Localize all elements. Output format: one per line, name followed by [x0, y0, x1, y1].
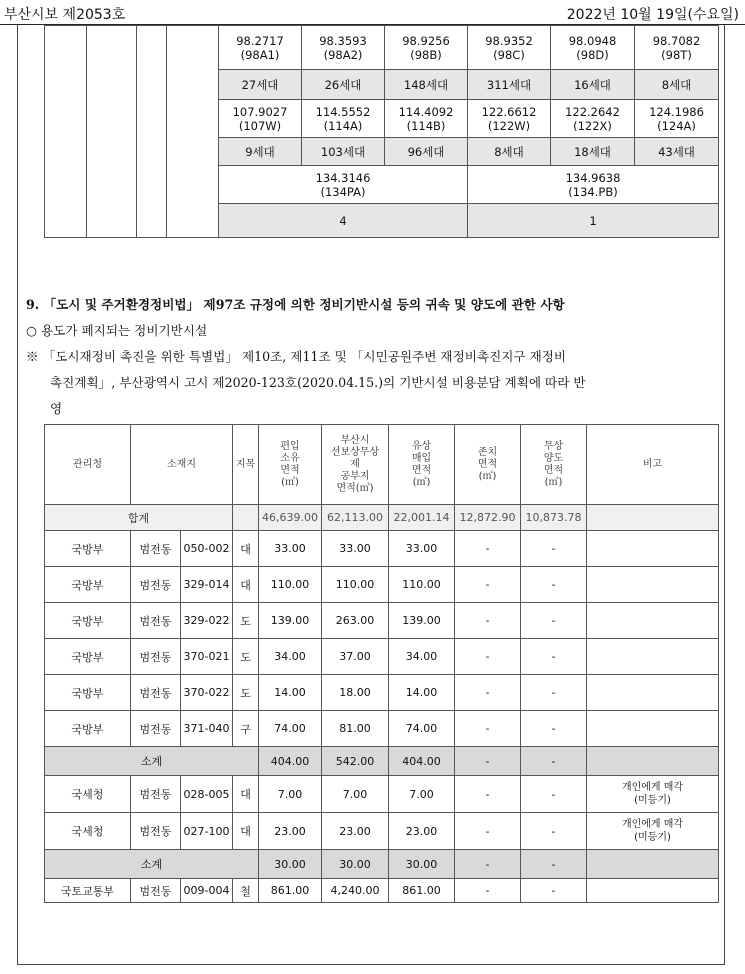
row-keep-area: - — [455, 711, 521, 747]
total-free: 10,873.78 — [521, 505, 587, 531]
row-lot-number: 370-022 — [181, 675, 233, 711]
row-included-area: 861.00 — [259, 879, 322, 903]
subtotal-label: 소계 — [45, 747, 259, 776]
blank-cell — [587, 747, 719, 776]
blank-cell — [167, 26, 219, 238]
household-count: 4 — [219, 204, 468, 238]
unit-area-cell: 98.0948 (98D) — [551, 26, 635, 70]
row-busan-area: 33.00 — [322, 531, 389, 567]
row-lot-number: 329-014 — [181, 567, 233, 603]
subtotal-busan: 30.00 — [322, 850, 389, 879]
col-free-area: 무상 양도 면적 (㎡) — [521, 425, 587, 505]
col-agency: 관리청 — [45, 425, 131, 505]
household-count: 27세대 — [219, 70, 302, 100]
table-row — [45, 879, 719, 903]
total-paid: 22,001.14 — [389, 505, 455, 531]
row-paid-area: 23.00 — [389, 813, 455, 850]
row-dong: 범전동 — [131, 567, 181, 603]
row-land-category: 도 — [233, 639, 259, 675]
row-remarks — [587, 879, 719, 903]
row-paid-area: 110.00 — [389, 567, 455, 603]
facility-table — [44, 424, 719, 903]
section-title: 9. 「도시 및 주거환경정비법」 제97조 규정에 의한 정비기반시설 등의 귀속 및 양도에 관한 사항 — [26, 297, 565, 312]
row-included-area: 34.00 — [259, 639, 322, 675]
unit-area-table — [44, 25, 719, 238]
unit-area-cell: 114.5552 (114A) — [302, 100, 385, 138]
row-dong: 범전동 — [131, 639, 181, 675]
total-label: 합계 — [45, 505, 233, 531]
gazette-date: 2022년 10월 19일(수요일) — [566, 7, 739, 23]
household-count: 26세대 — [302, 70, 385, 100]
table-row — [45, 776, 719, 813]
total-included: 46,639.00 — [259, 505, 322, 531]
row-lot-number: 009-004 — [181, 879, 233, 903]
row-free-area: - — [521, 603, 587, 639]
subtotal-paid: 30.00 — [389, 850, 455, 879]
unit-area-cell: 98.3593 (98A2) — [302, 26, 385, 70]
row-paid-area: 139.00 — [389, 603, 455, 639]
row-lot-number: 028-005 — [181, 776, 233, 813]
blank-cell — [87, 26, 137, 238]
row-dong: 범전동 — [131, 813, 181, 850]
row-paid-area: 33.00 — [389, 531, 455, 567]
household-count: 43세대 — [635, 138, 719, 166]
unit-area-cell: 98.9352 (98C) — [468, 26, 551, 70]
subtotal-free: - — [521, 850, 587, 879]
row-agency: 국방부 — [45, 675, 131, 711]
row-keep-area: - — [455, 603, 521, 639]
table-row — [45, 567, 719, 603]
row-lot-number: 050-002 — [181, 531, 233, 567]
row-agency: 국토교통부 — [45, 879, 131, 903]
row-agency: 국방부 — [45, 711, 131, 747]
subtotal-busan: 542.00 — [322, 747, 389, 776]
row-remarks — [587, 639, 719, 675]
total-busan: 62,113.00 — [322, 505, 389, 531]
unit-area-cell: 114.4092 (114B) — [385, 100, 468, 138]
table-row — [45, 603, 719, 639]
subtotal-keep: - — [455, 850, 521, 879]
table-row — [45, 813, 719, 850]
subtotal-keep: - — [455, 747, 521, 776]
row-keep-area: - — [455, 531, 521, 567]
row-busan-area: 7.00 — [322, 776, 389, 813]
unit-area-cell: 107.9027 (107W) — [219, 100, 302, 138]
row-included-area: 14.00 — [259, 675, 322, 711]
row-included-area: 7.00 — [259, 776, 322, 813]
row-keep-area: - — [455, 879, 521, 903]
row-busan-area: 23.00 — [322, 813, 389, 850]
row-free-area: - — [521, 711, 587, 747]
section-note-line2: 촉진계획」, 부산광역시 고시 제2020-123호(2020.04.15.)의 기반시설 비용분담 계획에 따라 반 — [50, 375, 586, 390]
blank-cell — [587, 505, 719, 531]
unit-area-cell: 122.2642 (122X) — [551, 100, 635, 138]
total-row — [45, 505, 719, 531]
section-note-line3: 영 — [50, 401, 63, 416]
household-count: 311세대 — [468, 70, 551, 100]
row-included-area: 33.00 — [259, 531, 322, 567]
row-land-category: 철 — [233, 879, 259, 903]
unit-area-cell: 124.1986 (124A) — [635, 100, 719, 138]
row-keep-area: - — [455, 567, 521, 603]
row-paid-area: 7.00 — [389, 776, 455, 813]
row-free-area: - — [521, 567, 587, 603]
row-included-area: 74.00 — [259, 711, 322, 747]
subtotal-free: - — [521, 747, 587, 776]
household-count: 1 — [468, 204, 719, 238]
subtotal-included: 404.00 — [259, 747, 322, 776]
row-busan-area: 4,240.00 — [322, 879, 389, 903]
row-land-category: 대 — [233, 776, 259, 813]
blank-cell — [137, 26, 167, 238]
row-paid-area: 34.00 — [389, 639, 455, 675]
unit-area-cell: 98.7082 (98T) — [635, 26, 719, 70]
section-note-line1: ※ 「도시재정비 촉진을 위한 특별법」 제10조, 제11조 및 「시민공원주변 재정비촉진지구 재정비 — [26, 349, 567, 364]
row-free-area: - — [521, 776, 587, 813]
row-dong: 범전동 — [131, 603, 181, 639]
row-included-area: 23.00 — [259, 813, 322, 850]
household-count: 9세대 — [219, 138, 302, 166]
row-land-category: 도 — [233, 675, 259, 711]
row-busan-area: 81.00 — [322, 711, 389, 747]
gazette-issue: 부산시보 제2053호 — [4, 7, 126, 23]
header-row — [45, 425, 719, 505]
subtotal-paid: 404.00 — [389, 747, 455, 776]
row-free-area: - — [521, 813, 587, 850]
row-lot-number: 370-021 — [181, 639, 233, 675]
household-count: 148세대 — [385, 70, 468, 100]
table-row — [45, 639, 719, 675]
row-agency: 국방부 — [45, 603, 131, 639]
row-land-category: 구 — [233, 711, 259, 747]
household-count: 18세대 — [551, 138, 635, 166]
row-free-area: - — [521, 675, 587, 711]
row-agency: 국방부 — [45, 639, 131, 675]
row-land-category: 대 — [233, 813, 259, 850]
row-busan-area: 18.00 — [322, 675, 389, 711]
row-remarks — [587, 675, 719, 711]
row-dong: 범전동 — [131, 711, 181, 747]
row-remarks: 개인에게 매각 (미등기) — [587, 813, 719, 850]
table-row — [45, 711, 719, 747]
unit-area-cell: 122.6612 (122W) — [468, 100, 551, 138]
blank-cell — [587, 850, 719, 879]
row-agency: 국방부 — [45, 567, 131, 603]
row-lot-number: 027-100 — [181, 813, 233, 850]
row-dong: 범전동 — [131, 531, 181, 567]
row-lot-number: 329-022 — [181, 603, 233, 639]
row-dong: 범전동 — [131, 675, 181, 711]
subtotal-included: 30.00 — [259, 850, 322, 879]
col-remarks: 비고 — [587, 425, 719, 505]
household-count: 103세대 — [302, 138, 385, 166]
row-dong: 범전동 — [131, 879, 181, 903]
subtotal-row — [45, 747, 719, 776]
row-free-area: - — [521, 531, 587, 567]
row-lot-number: 371-040 — [181, 711, 233, 747]
subtotal-label: 소계 — [45, 850, 259, 879]
row-land-category: 대 — [233, 567, 259, 603]
row-agency: 국방부 — [45, 531, 131, 567]
household-count: 8세대 — [635, 70, 719, 100]
row-free-area: - — [521, 639, 587, 675]
row-remarks — [587, 603, 719, 639]
row-remarks — [587, 531, 719, 567]
col-paid-area: 유상 매입 면적 (㎡) — [389, 425, 455, 505]
row-land-category: 대 — [233, 531, 259, 567]
row-busan-area: 37.00 — [322, 639, 389, 675]
col-keep-area: 존치 면적 (㎡) — [455, 425, 521, 505]
col-busan-area: 부산시 선보상무상 제 공부지 면적(㎡) — [322, 425, 389, 505]
unit-area-cell: 98.2717 (98A1) — [219, 26, 302, 70]
col-included-area: 편입 소유 면적 (㎡) — [259, 425, 322, 505]
row-included-area: 110.00 — [259, 567, 322, 603]
row-land-category: 도 — [233, 603, 259, 639]
blank-cell — [45, 26, 87, 238]
row-paid-area: 74.00 — [389, 711, 455, 747]
row-keep-area: - — [455, 675, 521, 711]
row-keep-area: - — [455, 813, 521, 850]
blank-cell — [233, 505, 259, 531]
col-location: 소재지 — [131, 425, 233, 505]
row-agency: 국세청 — [45, 813, 131, 850]
row-keep-area: - — [455, 639, 521, 675]
unit-area-cell: 134.9638 (134.PB) — [468, 166, 719, 204]
row-agency: 국세청 — [45, 776, 131, 813]
row-free-area: - — [521, 879, 587, 903]
row-remarks — [587, 711, 719, 747]
row-included-area: 139.00 — [259, 603, 322, 639]
row-busan-area: 263.00 — [322, 603, 389, 639]
row-paid-area: 14.00 — [389, 675, 455, 711]
household-count: 96세대 — [385, 138, 468, 166]
subtotal-row — [45, 850, 719, 879]
col-land-category: 지목 — [233, 425, 259, 505]
row-busan-area: 110.00 — [322, 567, 389, 603]
household-count: 16세대 — [551, 70, 635, 100]
table-row — [45, 675, 719, 711]
row-dong: 범전동 — [131, 776, 181, 813]
row-keep-area: - — [455, 776, 521, 813]
row-paid-area: 861.00 — [389, 879, 455, 903]
section-bullet: ○ 용도가 폐지되는 정비기반시설 — [26, 323, 208, 338]
household-count: 8세대 — [468, 138, 551, 166]
row-remarks: 개인에게 매각 (미등기) — [587, 776, 719, 813]
unit-area-cell: 134.3146 (134PA) — [219, 166, 468, 204]
table-row — [45, 531, 719, 567]
total-keep: 12,872.90 — [455, 505, 521, 531]
unit-area-cell: 98.9256 (98B) — [385, 26, 468, 70]
row-remarks — [587, 567, 719, 603]
